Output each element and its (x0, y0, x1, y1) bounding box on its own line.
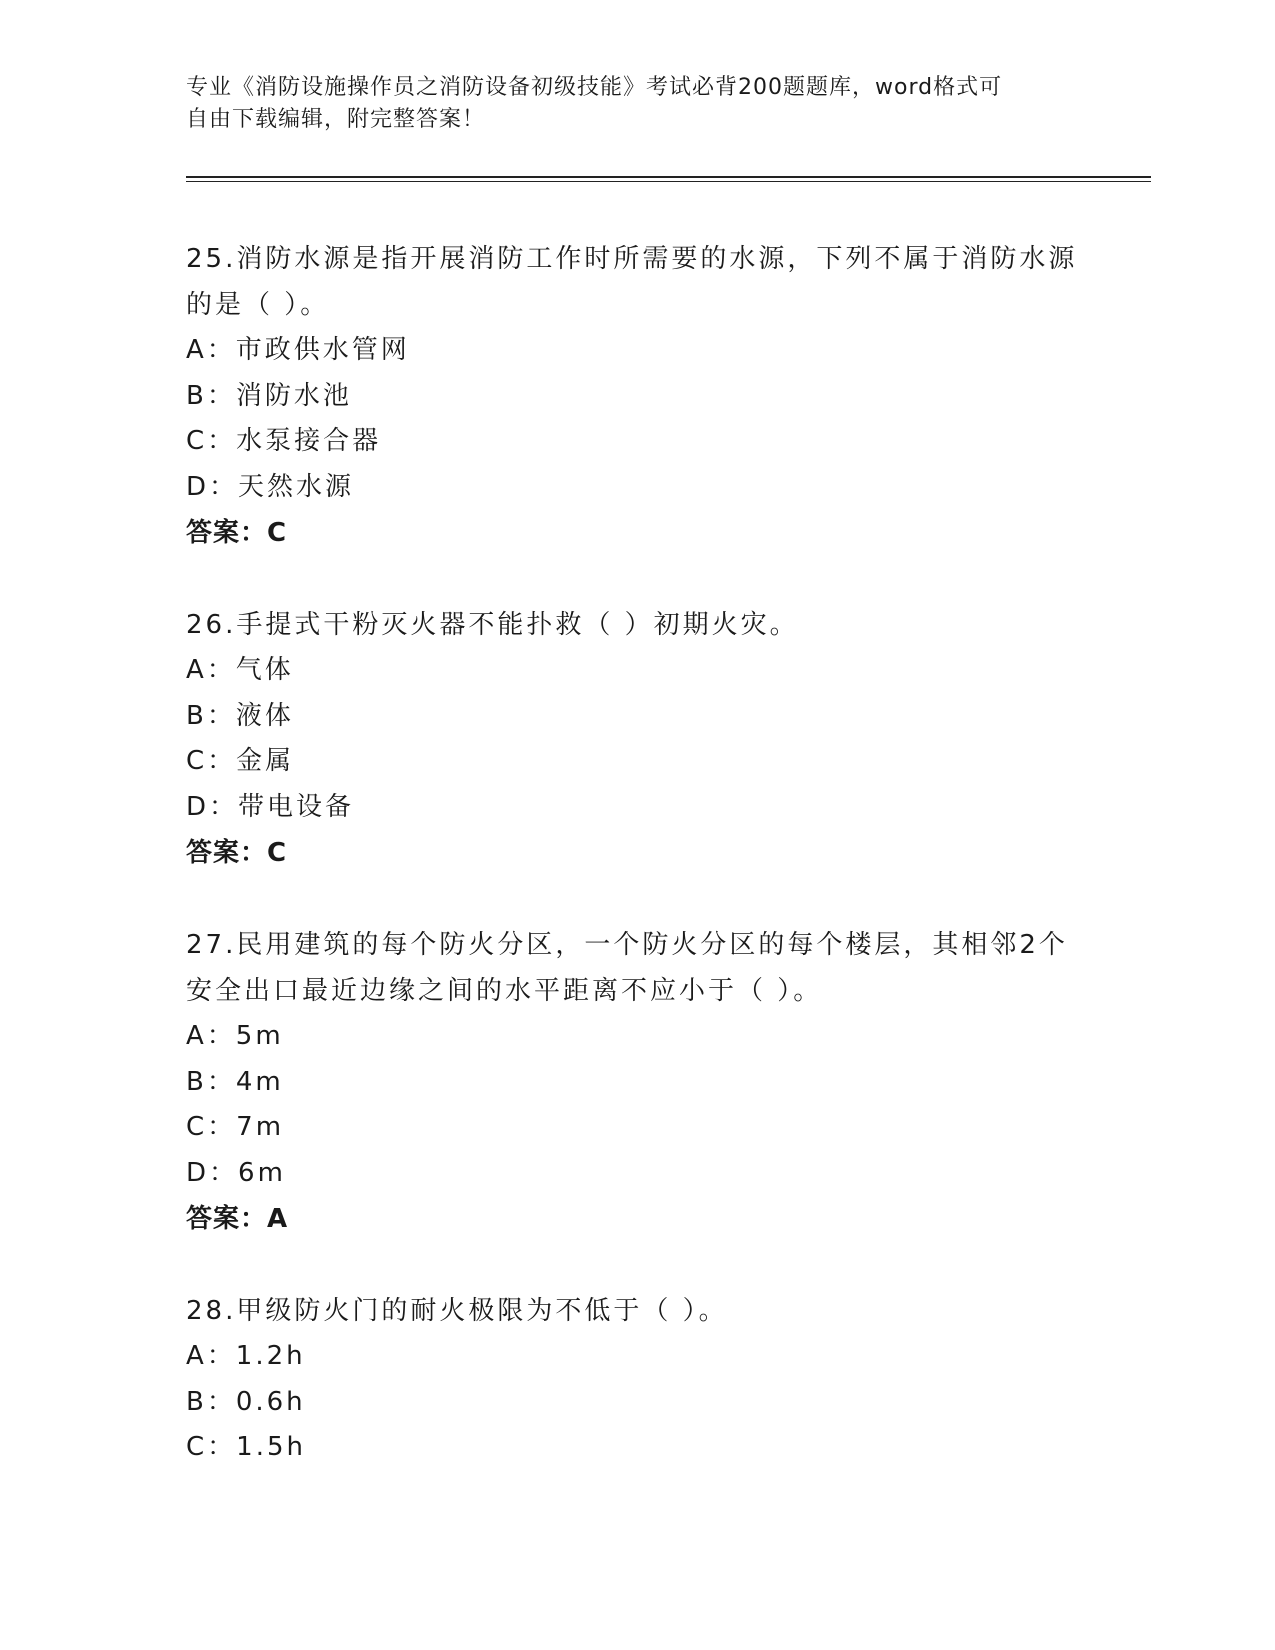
question-25 (186, 236, 1086, 556)
option-c: C：1.5h (186, 1432, 306, 1462)
document-header (186, 72, 1066, 136)
option-a: A：5m (186, 1021, 284, 1051)
header-title-line-2: 自由下载编辑，附完整答案！ (186, 107, 486, 132)
option-b: B：液体 (186, 700, 294, 731)
question-stem-line-2: 安全出口最近边缘之间的水平距离不应小于（ ）。 (186, 976, 823, 1006)
question-stem-line-1: 26.手提式干粉灭火器不能扑救（ ）初期火灾。 (186, 610, 799, 640)
answer-line: 答案：A (186, 1204, 289, 1234)
question-28 (186, 1288, 1086, 1471)
question-26 (186, 602, 1086, 876)
option-c: C：7m (186, 1112, 285, 1142)
option-b: B：消防水池 (186, 380, 352, 411)
question-27 (186, 922, 1086, 1242)
option-b: B：4m (186, 1066, 284, 1097)
question-list (186, 236, 1086, 1517)
option-d: D：天然水源 (186, 471, 355, 502)
answer-line: 答案：C (186, 518, 288, 548)
option-c: C：水泵接合器 (186, 426, 382, 456)
answer-line: 答案：C (186, 838, 288, 868)
option-d: D：6m (186, 1157, 286, 1188)
question-stem-line-1: 27.民用建筑的每个防火分区，一个防火分区的每个楼层，其相邻2个 (186, 930, 1068, 960)
option-d: D：带电设备 (186, 791, 355, 822)
option-b: B：0.6h (186, 1386, 306, 1417)
option-a: A：市政供水管网 (186, 335, 410, 365)
option-c: C：金属 (186, 746, 295, 776)
question-stem-line-1: 25.消防水源是指开展消防工作时所需要的水源，下列不属于消防水源 (186, 244, 1078, 274)
question-stem-line-1: 28.甲级防火门的耐火极限为不低于（ ）。 (186, 1296, 728, 1326)
header-divider-thin (186, 181, 1151, 182)
header-title-line-1: 专业《消防设施操作员之消防设备初级技能》考试必背200题题库，word格式可 (186, 75, 1003, 100)
question-stem-line-2: 的是（ ）。 (186, 290, 330, 320)
option-a: A：1.2h (186, 1341, 306, 1371)
option-a: A：气体 (186, 655, 294, 685)
header-divider-thick (186, 176, 1151, 178)
